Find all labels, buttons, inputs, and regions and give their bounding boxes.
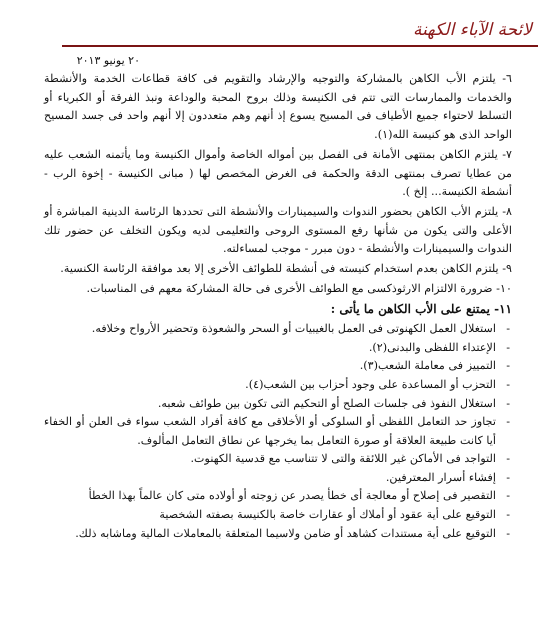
paragraph-7: ٧- يلتزم الكاهن بمنتهى الأمانة فى الفصل بين أمواله الخاصة وأموال الكنيسة وما يأتمنه الشعب عليه من عطايا تصرف بمنتهى الدقة والحكمة فى الغرض المخصص لها ( مبانى الكنيسة - إخوة الرب - أنشطة الكنيسة... إلخ ). bbox=[44, 147, 512, 199]
bullet-marker: - bbox=[506, 508, 510, 522]
list-item bbox=[44, 357, 510, 376]
paragraph-9: ٩- يلتزم الكاهن بعدم استخدام كنيسته فى أنشطة للطوائف الأخرى إلا بعد موافقة الرئاسة الكنسية. bbox=[60, 262, 512, 276]
bullet-marker: - bbox=[506, 359, 510, 373]
list-item bbox=[44, 525, 510, 544]
prohibitions-list bbox=[44, 320, 512, 543]
document-date: ٢٠ يونيو ٢٠١٣ bbox=[76, 54, 140, 67]
bullet-marker: - bbox=[506, 340, 510, 354]
bullet-marker: - bbox=[506, 489, 510, 503]
list-item-text: التوقيع على أية مستندات كشاهد أو ضامن ولاسيما المتعلقة بالمعاملات المالية وماشابه ذلك. bbox=[75, 526, 496, 540]
paragraph-10: ١٠- ضرورة الالتزام الارثوذكسى مع الطوائف الأخرى فى حالة المشاركة معهم فى المناسبات. bbox=[86, 281, 512, 295]
document-body bbox=[44, 70, 512, 543]
bullet-marker: - bbox=[506, 452, 510, 466]
list-item bbox=[44, 320, 510, 339]
list-item bbox=[44, 469, 510, 488]
list-item bbox=[44, 413, 510, 450]
list-item-text: إفشاء أسرار المعترفين. bbox=[385, 470, 496, 484]
list-item-text: استغلال النفوذ فى جلسات الصلح أو التحكيم التى تكون بين طوائف شعبه. bbox=[157, 396, 496, 410]
bullet-marker: - bbox=[506, 322, 510, 336]
list-item bbox=[44, 339, 510, 358]
bullet-marker: - bbox=[506, 526, 510, 540]
list-item bbox=[44, 450, 510, 469]
list-item-text: تجاوز حد التعامل اللفظى أو السلوكى أو الأخلاقى مع كافة أفراد الشعب سواء فى العلن أو الخفاء أيا كانت طبيعة العلاقة أو صورة التعامل بما يخرجها عن نطاق التعامل المألوف. bbox=[44, 415, 496, 447]
bullet-marker: - bbox=[506, 377, 510, 391]
paragraph-8: ٨- يلتزم الأب الكاهن بحضور الندوات والسيمينارات والأنشطة التى تحددها الرئاسة الدينية المباشرة أو الأعلى والتى يكون من شأنها رفع المستوى الروحى والتعليمى لديه ويكون التخلف عن حضور تلك الندوات والسيمينارات والأنشطة - دون مبرر - موجب لمساءلته. bbox=[44, 204, 512, 256]
list-item-text: التمييز فى معاملة الشعب(٣). bbox=[359, 359, 496, 373]
section-heading-11: ١١- يمتنع على الأب الكاهن ما يأتى : bbox=[330, 302, 512, 317]
list-item-text: الإعتداء اللفظى والبدنى(٢). bbox=[368, 340, 496, 354]
list-item-text: التوقيع على أية عقود أو أملاك أو عقارات خاصة بالكنيسة بصفته الشخصية bbox=[159, 508, 496, 522]
list-item-text: التقصير فى إصلاح أو معالجة أى خطأ يصدر عن زوجته أو أولاده متى كان عالماً بهذا الخطأ bbox=[88, 489, 496, 503]
list-item-text: التحزب أو المساعدة على وجود أحزاب بين الشعب(٤). bbox=[245, 377, 496, 391]
list-item-text: التواجد فى الأماكن غير اللائقة والتى لا تتناسب مع قدسية الكهنوت. bbox=[190, 452, 496, 466]
list-item bbox=[44, 487, 510, 506]
page-header bbox=[60, 18, 538, 44]
list-item bbox=[44, 506, 510, 525]
header-title: لائحة الآباء الكهنة bbox=[412, 20, 532, 40]
list-item bbox=[44, 395, 510, 414]
list-item bbox=[44, 376, 510, 395]
bullet-marker: - bbox=[506, 415, 510, 429]
header-divider bbox=[62, 45, 538, 47]
list-item-text: استغلال العمل الكهنوتى فى العمل بالغيبيات أو السحر والشعوذة وتحضير الأرواح وخلافه. bbox=[91, 322, 496, 336]
bullet-marker: - bbox=[506, 396, 510, 410]
paragraph-6: ٦- يلتزم الأب الكاهن بالمشاركة والتوجيه والإرشاد والتقويم فى كافة قطاعات الخدمة والأنشطة والخدمات والممارسات التى تتم فى الكنيسة وذلك بروح المحبة والوداعة ونبذ الفرقة أو الكبرياء أو التسلط لاحتواء جميع الأطياف فى المسيح يسوع إذ أنهم وهم متعددون إلا أنهم واحد فى جسد المسيح الواحد الذى هو كنيسة الله(١). bbox=[44, 72, 512, 142]
bullet-marker: - bbox=[506, 470, 510, 484]
